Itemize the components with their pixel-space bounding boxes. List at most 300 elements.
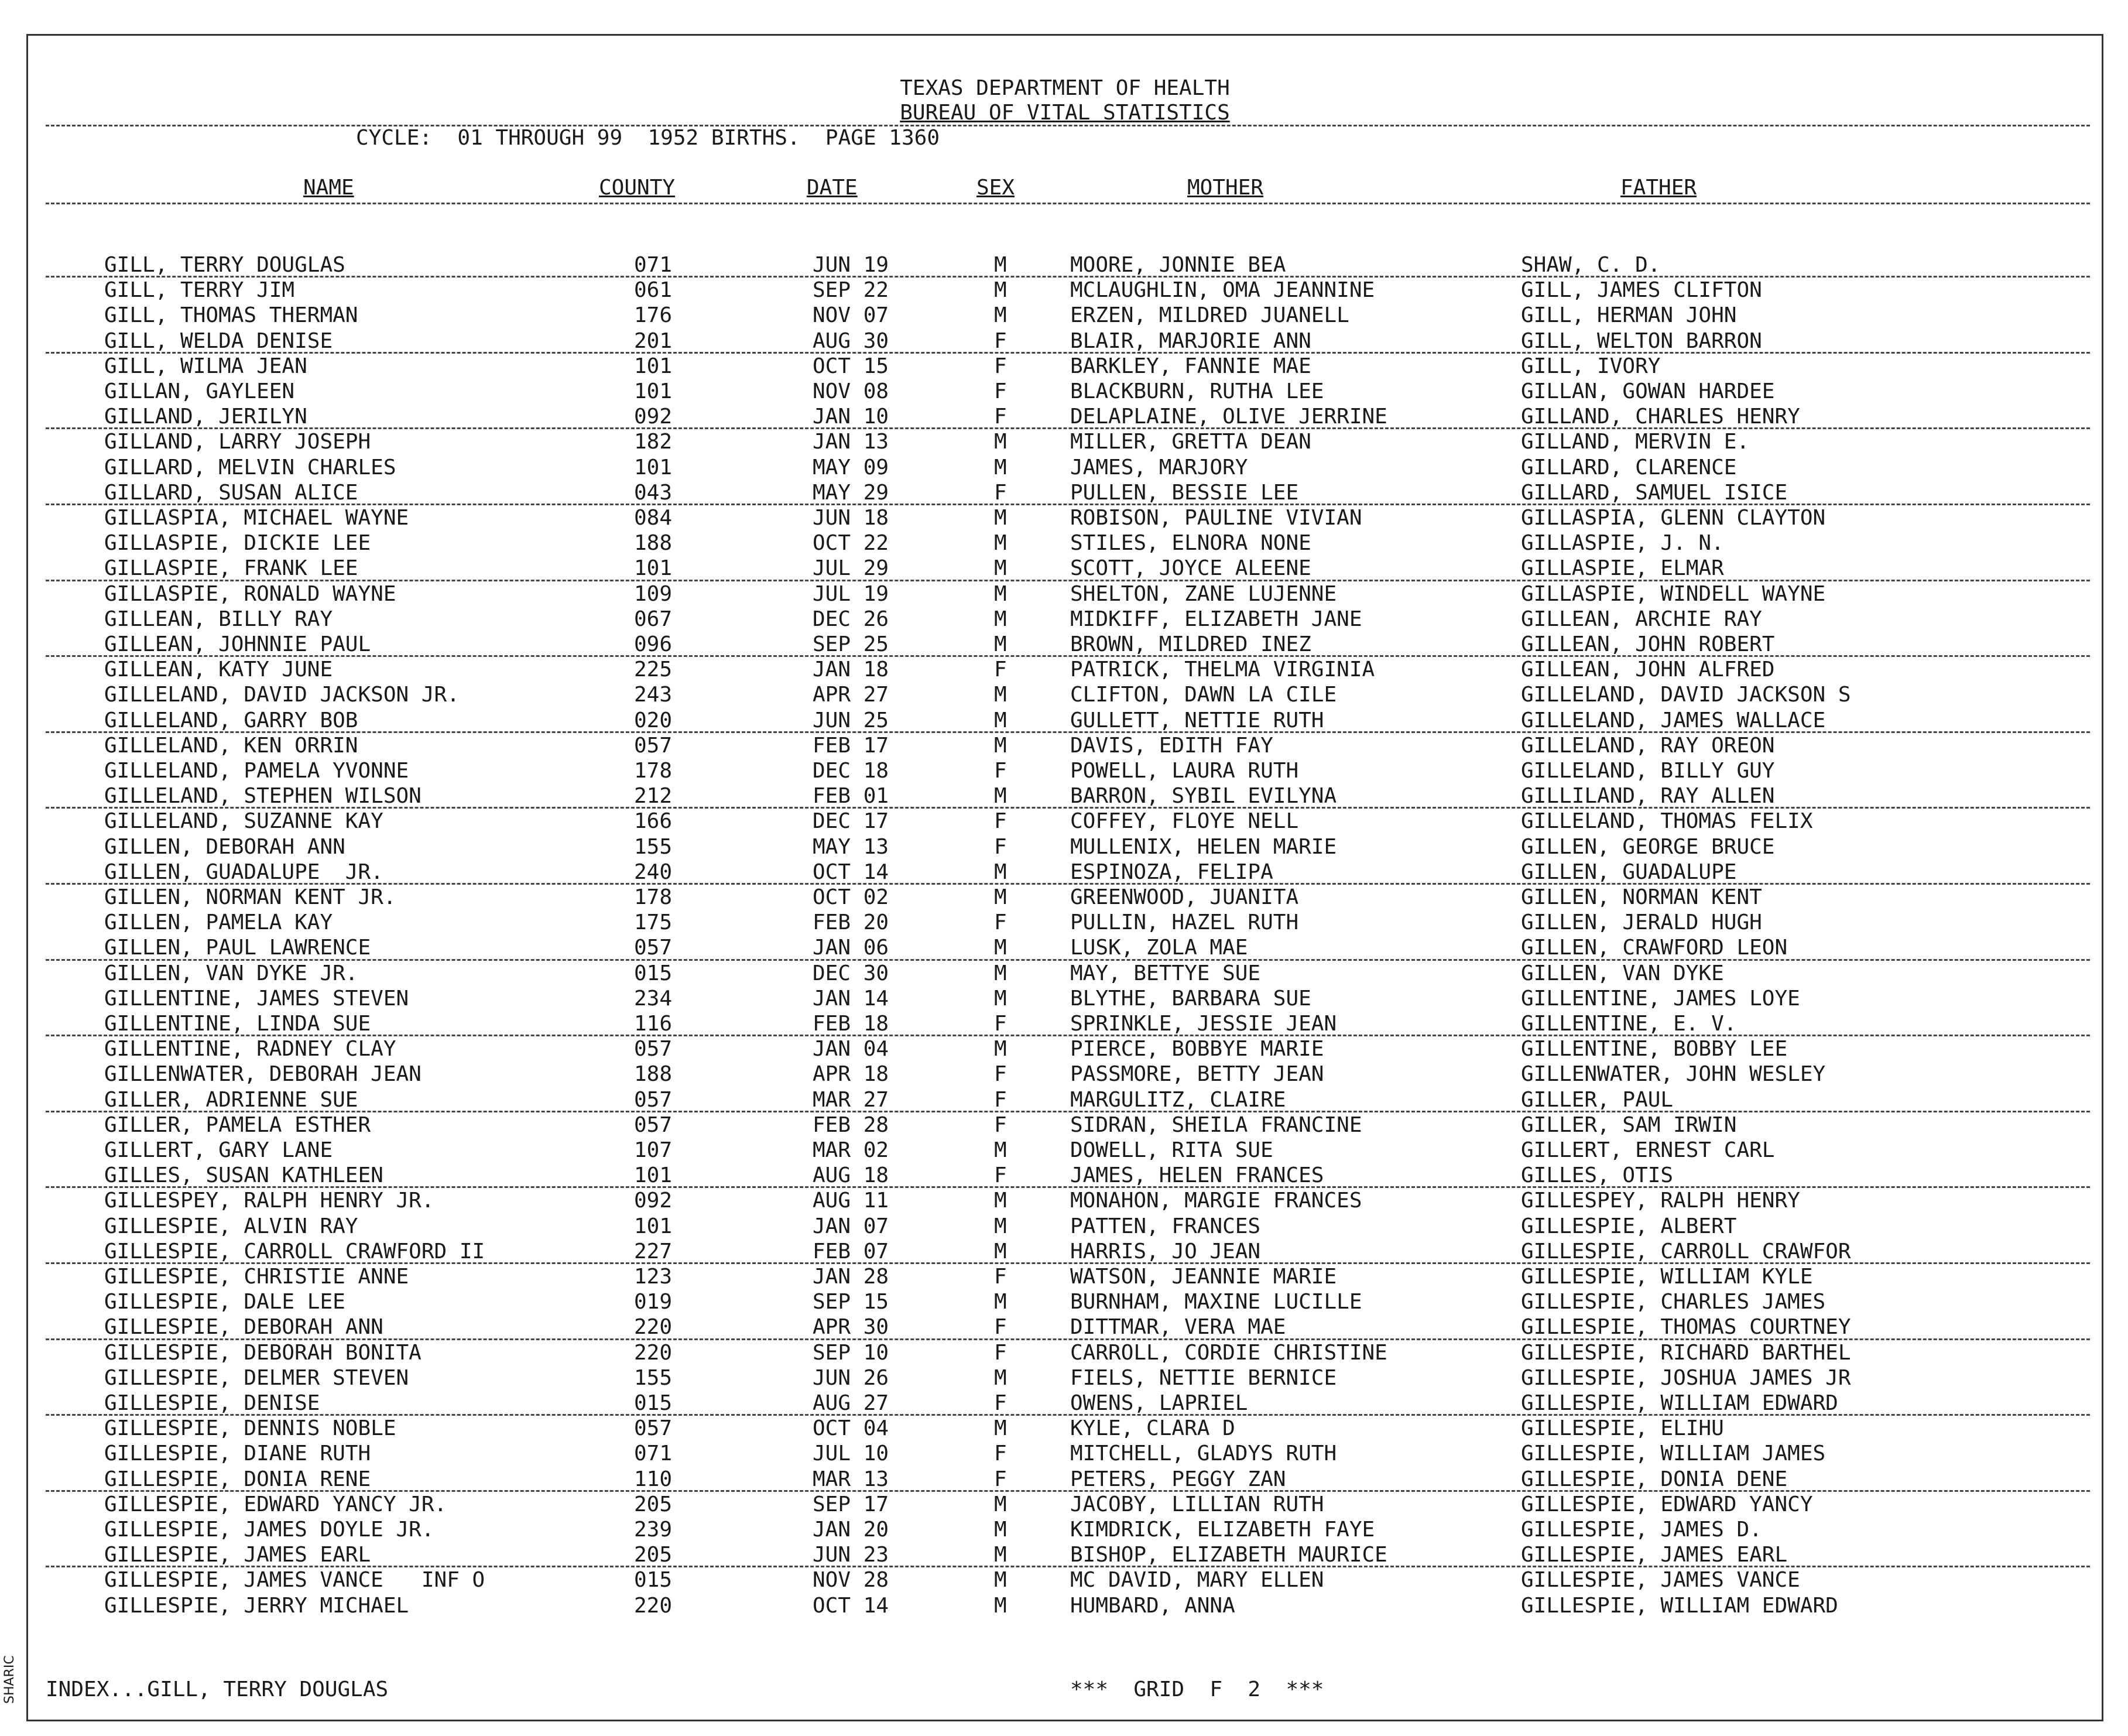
record-name: GILL, WELDA DENISE <box>104 328 333 353</box>
record-date: MAY 13 <box>813 834 889 859</box>
record-father: GILLESPIE, ELIHU <box>1521 1416 1724 1441</box>
record-name: GILLESPIE, CARROLL CRAWFORD II <box>104 1239 485 1264</box>
record-date: JAN 10 <box>813 405 889 429</box>
record-date: JUN 25 <box>813 708 889 732</box>
record-county: 220 <box>634 1315 673 1340</box>
record-date: AUG 11 <box>813 1189 889 1213</box>
record-date: APR 27 <box>813 683 889 707</box>
record-mother: KYLE, CLARA D <box>1070 1416 1235 1441</box>
record-row <box>28 885 2102 910</box>
column-header-mother: MOTHER <box>1187 176 1264 200</box>
record-father: GILLER, SAM IRWIN <box>1521 1112 1737 1137</box>
record-row <box>28 607 2102 632</box>
record-father: GILLELAND, DAVID JACKSON S <box>1521 683 1851 707</box>
column-header-date: DATE <box>807 176 858 200</box>
record-row <box>28 556 2102 581</box>
record-sex: M <box>994 986 1007 1011</box>
record-date: OCT 22 <box>813 531 889 556</box>
record-mother: MCLAUGHLIN, OMA JEANNINE <box>1070 278 1375 303</box>
record-county: 178 <box>634 885 673 909</box>
record-date: JAN 20 <box>813 1518 889 1542</box>
record-name: GILLAND, LARRY JOSEPH <box>104 430 371 454</box>
record-county: 188 <box>634 531 673 556</box>
record-father: GILLEAN, JOHN ROBERT <box>1521 632 1775 656</box>
record-mother: BURNHAM, MAXINE LUCILLE <box>1070 1290 1362 1314</box>
record-row <box>28 1416 2102 1441</box>
record-county: 201 <box>634 328 673 353</box>
document-page <box>26 34 2103 1721</box>
record-father: GILLEN, NORMAN KENT <box>1521 885 1762 909</box>
record-county: 043 <box>634 480 673 505</box>
record-mother: BLAIR, MARJORIE ANN <box>1070 328 1311 353</box>
record-mother: PATTEN, FRANCES <box>1070 1214 1261 1238</box>
record-row <box>28 354 2102 379</box>
record-row <box>28 1062 2102 1087</box>
record-father: GILLESPIE, WILLIAM EDWARD <box>1521 1593 1838 1618</box>
record-father: GILLEN, JERALD HUGH <box>1521 910 1762 935</box>
record-sex: M <box>994 253 1007 277</box>
record-mother: MARGULITZ, CLAIRE <box>1070 1087 1286 1112</box>
record-name: GILLARD, MELVIN CHARLES <box>104 455 396 480</box>
record-row <box>28 986 2102 1011</box>
record-name: GILLERT, GARY LANE <box>104 1138 333 1162</box>
record-row <box>28 733 2102 758</box>
record-mother: POWELL, LAURA RUTH <box>1070 759 1299 783</box>
record-sex: M <box>994 1593 1007 1618</box>
record-row <box>28 1214 2102 1239</box>
record-row <box>28 682 2102 707</box>
record-name: GILLAND, JERILYN <box>104 405 307 429</box>
record-row <box>28 379 2102 404</box>
record-row <box>28 1138 2102 1163</box>
record-date: JAN 13 <box>813 430 889 454</box>
record-name: GILLESPIE, DELMER STEVEN <box>104 1365 409 1390</box>
record-sex: F <box>994 759 1007 783</box>
record-county: 110 <box>634 1467 673 1491</box>
record-date: MAR 27 <box>813 1087 889 1112</box>
record-father: GILLESPIE, EDWARD YANCY <box>1521 1492 1813 1516</box>
record-date: OCT 02 <box>813 885 889 909</box>
record-row <box>28 1567 2102 1593</box>
record-mother: BARKLEY, FANNIE MAE <box>1070 354 1311 378</box>
record-sex: F <box>994 910 1007 935</box>
record-date: JAN 14 <box>813 986 889 1011</box>
record-father: GILLELAND, RAY OREON <box>1521 733 1775 758</box>
record-name: GILLESPIE, DONIA RENE <box>104 1467 371 1491</box>
record-date: SEP 17 <box>813 1492 889 1516</box>
record-county: 092 <box>634 405 673 429</box>
record-row <box>28 303 2102 328</box>
record-row <box>28 657 2102 682</box>
record-row <box>28 961 2102 986</box>
record-mother: PULLEN, BESSIE LEE <box>1070 480 1299 505</box>
record-father: GILLELAND, JAMES WALLACE <box>1521 708 1826 732</box>
record-name: GILLESPIE, JAMES VANCE INF O <box>104 1568 485 1593</box>
record-mother: PETERS, PEGGY ZAN <box>1070 1467 1286 1491</box>
record-row <box>28 530 2102 556</box>
record-county: 109 <box>634 581 673 606</box>
record-county: 057 <box>634 733 673 758</box>
record-mother: LUSK, ZOLA MAE <box>1070 936 1248 960</box>
record-sex: M <box>994 1239 1007 1264</box>
record-mother: DITTMAR, VERA MAE <box>1070 1315 1286 1340</box>
record-name: GILL, TERRY JIM <box>104 278 295 303</box>
record-mother: SCOTT, JOYCE ALEENE <box>1070 556 1311 581</box>
record-father: GILL, HERMAN JOHN <box>1521 303 1737 328</box>
record-county: 239 <box>634 1518 673 1542</box>
record-sex: M <box>994 708 1007 732</box>
record-county: 176 <box>634 303 673 328</box>
record-date: MAR 13 <box>813 1467 889 1491</box>
record-sex: F <box>994 1012 1007 1036</box>
record-row <box>28 1542 2102 1567</box>
record-name: GILLEN, PAMELA KAY <box>104 910 333 935</box>
record-date: JUL 19 <box>813 581 889 606</box>
record-sex: M <box>994 556 1007 581</box>
record-name: GILLEN, PAUL LAWRENCE <box>104 936 371 960</box>
record-mother: MOORE, JONNIE BEA <box>1070 253 1286 277</box>
record-mother: GULLETT, NETTIE RUTH <box>1070 708 1324 732</box>
record-sex: M <box>994 885 1007 909</box>
record-father: GILLESPIE, THOMAS COURTNEY <box>1521 1315 1851 1340</box>
record-sex: F <box>994 1112 1007 1137</box>
record-sex: F <box>994 405 1007 429</box>
record-mother: MULLENIX, HELEN MARIE <box>1070 834 1337 859</box>
column-header-divider <box>46 203 2090 204</box>
record-sex: F <box>994 1467 1007 1491</box>
record-mother: FIELS, NETTIE BERNICE <box>1070 1365 1337 1390</box>
record-father: GILLESPEY, RALPH HENRY <box>1521 1189 1800 1213</box>
record-name: GILLELAND, SUZANNE KAY <box>104 809 383 834</box>
record-county: 096 <box>634 632 673 656</box>
record-date: FEB 20 <box>813 910 889 935</box>
record-county: 101 <box>634 354 673 378</box>
record-row <box>28 1239 2102 1264</box>
record-date: JAN 28 <box>813 1265 889 1289</box>
record-father: GILLEN, GEORGE BRUCE <box>1521 834 1775 859</box>
record-mother: BLYTHE, BARBARA SUE <box>1070 986 1311 1011</box>
record-county: 057 <box>634 1037 673 1062</box>
record-county: 057 <box>634 1112 673 1137</box>
record-row <box>28 1492 2102 1517</box>
record-sex: M <box>994 1416 1007 1441</box>
record-row <box>28 1391 2102 1416</box>
record-county: 015 <box>634 1568 673 1593</box>
record-father: GILLENTINE, E. V. <box>1521 1012 1737 1036</box>
record-father: GILL, WELTON BARRON <box>1521 328 1762 353</box>
record-mother: BISHOP, ELIZABETH MAURICE <box>1070 1543 1387 1567</box>
record-mother: JAMES, HELEN FRANCES <box>1070 1163 1324 1188</box>
record-father: GILL, IVORY <box>1521 354 1661 378</box>
record-mother: SPRINKLE, JESSIE JEAN <box>1070 1012 1337 1036</box>
record-sex: M <box>994 683 1007 707</box>
record-father: GILL, JAMES CLIFTON <box>1521 278 1762 303</box>
record-sex: M <box>994 1518 1007 1542</box>
record-sex: F <box>994 658 1007 682</box>
record-date: FEB 17 <box>813 733 889 758</box>
record-name: GILLESPIE, ALVIN RAY <box>104 1214 358 1238</box>
record-father: GILLARD, CLARENCE <box>1521 455 1737 480</box>
record-name: GILLESPIE, JAMES EARL <box>104 1543 371 1567</box>
record-county: 057 <box>634 936 673 960</box>
record-county: 019 <box>634 1290 673 1314</box>
record-name: GILLESPIE, CHRISTIE ANNE <box>104 1265 409 1289</box>
grid-footer: *** GRID F 2 *** <box>1070 1677 1324 1701</box>
record-mother: HARRIS, JO JEAN <box>1070 1239 1261 1264</box>
record-sex: M <box>994 581 1007 606</box>
record-name: GILL, TERRY DOUGLAS <box>104 253 345 277</box>
record-name: GILLEN, VAN DYKE JR. <box>104 961 358 985</box>
record-row <box>28 1188 2102 1213</box>
column-header-sex: SEX <box>976 176 1015 200</box>
record-father: GILLILAND, RAY ALLEN <box>1521 784 1775 809</box>
record-row <box>28 860 2102 885</box>
record-row <box>28 1517 2102 1542</box>
record-sex: M <box>994 784 1007 809</box>
record-date: DEC 18 <box>813 759 889 783</box>
record-date: MAY 09 <box>813 455 889 480</box>
record-sex: F <box>994 328 1007 353</box>
record-sex: M <box>994 733 1007 758</box>
record-county: 220 <box>634 1340 673 1365</box>
record-name: GILLELAND, KEN ORRIN <box>104 733 358 758</box>
record-county: 225 <box>634 658 673 682</box>
record-sex: F <box>994 480 1007 505</box>
column-header-name: NAME <box>303 176 354 200</box>
record-date: JUN 23 <box>813 1543 889 1567</box>
record-county: 015 <box>634 961 673 985</box>
record-row <box>28 328 2102 354</box>
record-date: DEC 17 <box>813 809 889 834</box>
record-father: GILLESPIE, WILLIAM KYLE <box>1521 1265 1813 1289</box>
record-mother: ESPINOZA, FELIPA <box>1070 860 1273 884</box>
record-mother: PASSMORE, BETTY JEAN <box>1070 1062 1324 1087</box>
record-sex: M <box>994 1189 1007 1213</box>
record-father: GILLES, OTIS <box>1521 1163 1674 1188</box>
record-mother: BROWN, MILDRED INEZ <box>1070 632 1311 656</box>
record-father: GILLENTINE, BOBBY LEE <box>1521 1037 1788 1062</box>
record-name: GILLESPIE, DENISE <box>104 1391 320 1415</box>
record-date: MAR 02 <box>813 1138 889 1162</box>
record-name: GILLEAN, BILLY RAY <box>104 607 333 631</box>
record-father: GILLESPIE, JAMES D. <box>1521 1518 1762 1542</box>
record-mother: MAY, BETTYE SUE <box>1070 961 1261 985</box>
record-row <box>28 1163 2102 1188</box>
record-date: JUN 18 <box>813 506 889 530</box>
record-row <box>28 1467 2102 1492</box>
record-sex: M <box>994 1290 1007 1314</box>
record-mother: HUMBARD, ANNA <box>1070 1593 1235 1618</box>
record-sex: F <box>994 1163 1007 1188</box>
record-sex: F <box>994 379 1007 403</box>
record-father: GILLAND, CHARLES HENRY <box>1521 405 1800 429</box>
record-father: GILLASPIE, ELMAR <box>1521 556 1724 581</box>
record-date: SEP 10 <box>813 1340 889 1365</box>
record-name: GILLESPIE, DEBORAH BONITA <box>104 1340 422 1365</box>
record-father: GILLER, PAUL <box>1521 1087 1674 1112</box>
record-county: 101 <box>634 556 673 581</box>
record-sex: F <box>994 1340 1007 1365</box>
record-date: SEP 25 <box>813 632 889 656</box>
record-father: GILLESPIE, DONIA DENE <box>1521 1467 1788 1491</box>
record-mother: COFFEY, FLOYE NELL <box>1070 809 1299 834</box>
record-mother: CLIFTON, DAWN LA CILE <box>1070 683 1337 707</box>
record-county: 107 <box>634 1138 673 1162</box>
record-county: 166 <box>634 809 673 834</box>
record-sex: F <box>994 1391 1007 1415</box>
record-date: SEP 15 <box>813 1290 889 1314</box>
record-sex: M <box>994 430 1007 454</box>
record-county: 071 <box>634 253 673 277</box>
record-sex: M <box>994 1543 1007 1567</box>
record-sex: F <box>994 1087 1007 1112</box>
record-date: JAN 06 <box>813 936 889 960</box>
record-date: OCT 14 <box>813 860 889 884</box>
record-county: 243 <box>634 683 673 707</box>
record-father: SHAW, C. D. <box>1521 253 1661 277</box>
record-row <box>28 632 2102 657</box>
record-sex: M <box>994 1365 1007 1390</box>
record-county: 101 <box>634 455 673 480</box>
record-name: GILLASPIA, MICHAEL WAYNE <box>104 506 409 530</box>
record-date: FEB 28 <box>813 1112 889 1137</box>
record-name: GILLER, PAMELA ESTHER <box>104 1112 371 1137</box>
record-date: DEC 30 <box>813 961 889 985</box>
record-county: 116 <box>634 1012 673 1036</box>
record-row <box>28 1289 2102 1314</box>
record-county: 071 <box>634 1441 673 1466</box>
record-county: 084 <box>634 506 673 530</box>
record-sex: F <box>994 1265 1007 1289</box>
record-date: FEB 18 <box>813 1012 889 1036</box>
record-name: GILLELAND, GARRY BOB <box>104 708 358 732</box>
record-row <box>28 1036 2102 1062</box>
record-father: GILLASPIE, J. N. <box>1521 531 1724 556</box>
department-title: TEXAS DEPARTMENT OF HEALTH <box>900 76 1230 100</box>
record-date: APR 18 <box>813 1062 889 1087</box>
record-father: GILLEAN, ARCHIE RAY <box>1521 607 1762 631</box>
record-father: GILLESPIE, JAMES VANCE <box>1521 1568 1800 1593</box>
column-header-father: FATHER <box>1620 176 1697 200</box>
record-county: 155 <box>634 834 673 859</box>
record-row <box>28 783 2102 809</box>
record-mother: MILLER, GRETTA DEAN <box>1070 430 1311 454</box>
record-date: OCT 04 <box>813 1416 889 1441</box>
record-county: 175 <box>634 910 673 935</box>
record-date: OCT 14 <box>813 1593 889 1618</box>
record-sex: M <box>994 1214 1007 1238</box>
record-name: GILLER, ADRIENNE SUE <box>104 1087 358 1112</box>
record-row <box>28 404 2102 429</box>
record-sex: M <box>994 1492 1007 1516</box>
record-name: GILLEN, NORMAN KENT JR. <box>104 885 396 909</box>
record-father: GILLAND, MERVIN E. <box>1521 430 1750 454</box>
record-mother: JAMES, MARJORY <box>1070 455 1248 480</box>
record-father: GILLASPIA, GLENN CLAYTON <box>1521 506 1826 530</box>
record-mother: MC DAVID, MARY ELLEN <box>1070 1568 1324 1593</box>
record-name: GILLEN, DEBORAH ANN <box>104 834 345 859</box>
record-name: GILL, THOMAS THERMAN <box>104 303 358 328</box>
record-mother: BARRON, SYBIL EVILYNA <box>1070 784 1337 809</box>
record-row <box>28 1441 2102 1466</box>
record-mother: DAVIS, EDITH FAY <box>1070 733 1273 758</box>
side-label: SHARIC <box>2 1655 17 1704</box>
record-row <box>28 935 2102 960</box>
record-date: NOV 28 <box>813 1568 889 1593</box>
record-date: FEB 07 <box>813 1239 889 1264</box>
record-county: 182 <box>634 430 673 454</box>
record-date: JAN 18 <box>813 658 889 682</box>
record-father: GILLELAND, BILLY GUY <box>1521 759 1775 783</box>
record-sex: M <box>994 531 1007 556</box>
record-row <box>28 480 2102 505</box>
record-date: JAN 07 <box>813 1214 889 1238</box>
record-father: GILLENWATER, JOHN WESLEY <box>1521 1062 1826 1087</box>
record-county: 101 <box>634 1214 673 1238</box>
record-date: NOV 07 <box>813 303 889 328</box>
record-date: JUN 19 <box>813 253 889 277</box>
record-father: GILLELAND, THOMAS FELIX <box>1521 809 1813 834</box>
record-mother: SHELTON, ZANE LUJENNE <box>1070 581 1337 606</box>
record-county: 205 <box>634 1492 673 1516</box>
record-sex: M <box>994 278 1007 303</box>
record-date: SEP 22 <box>813 278 889 303</box>
column-header-county: COUNTY <box>599 176 676 200</box>
record-mother: STILES, ELNORA NONE <box>1070 531 1311 556</box>
record-father: GILLERT, ERNEST CARL <box>1521 1138 1775 1162</box>
record-row <box>28 1365 2102 1391</box>
record-date: DEC 26 <box>813 607 889 631</box>
record-date: FEB 01 <box>813 784 889 809</box>
record-father: GILLESPIE, RICHARD BARTHEL <box>1521 1340 1851 1365</box>
record-mother: ROBISON, PAULINE VIVIAN <box>1070 506 1362 530</box>
record-county: 227 <box>634 1239 673 1264</box>
record-mother: SIDRAN, SHEILA FRANCINE <box>1070 1112 1362 1137</box>
record-name: GILLEN, GUADALUPE JR. <box>104 860 383 884</box>
record-row <box>28 1011 2102 1036</box>
record-row <box>28 910 2102 935</box>
record-name: GILLELAND, DAVID JACKSON JR. <box>104 683 460 707</box>
record-name: GILLARD, SUSAN ALICE <box>104 480 358 505</box>
record-date: OCT 15 <box>813 354 889 378</box>
record-name: GILLEAN, JOHNNIE PAUL <box>104 632 371 656</box>
index-footer: INDEX...GILL, TERRY DOUGLAS <box>46 1677 389 1701</box>
record-sex: F <box>994 809 1007 834</box>
record-name: GILLENTINE, RADNEY CLAY <box>104 1037 396 1062</box>
record-father: GILLESPIE, ALBERT <box>1521 1214 1737 1238</box>
record-mother: BLACKBURN, RUTHA LEE <box>1070 379 1324 403</box>
record-county: 234 <box>634 986 673 1011</box>
record-father: GILLEN, VAN DYKE <box>1521 961 1724 985</box>
record-father: GILLAN, GOWAN HARDEE <box>1521 379 1775 403</box>
record-name: GILLELAND, STEPHEN WILSON <box>104 784 422 809</box>
record-date: APR 30 <box>813 1315 889 1340</box>
record-name: GILLESPIE, DALE LEE <box>104 1290 345 1314</box>
record-county: 020 <box>634 708 673 732</box>
record-mother: CARROLL, CORDIE CHRISTINE <box>1070 1340 1387 1365</box>
record-mother: KIMDRICK, ELIZABETH FAYE <box>1070 1518 1375 1542</box>
record-county: 057 <box>634 1416 673 1441</box>
record-father: GILLESPIE, WILLIAM JAMES <box>1521 1441 1826 1466</box>
record-row <box>28 834 2102 860</box>
record-father: GILLESPIE, JOSHUA JAMES JR <box>1521 1365 1851 1390</box>
cycle-line: CYCLE: 01 THROUGH 99 1952 BIRTHS. PAGE 1360 <box>356 126 940 150</box>
record-name: GILLASPIE, FRANK LEE <box>104 556 358 581</box>
record-row <box>28 1087 2102 1112</box>
record-mother: MONAHON, MARGIE FRANCES <box>1070 1189 1362 1213</box>
record-date: JUL 29 <box>813 556 889 581</box>
record-name: GILLENWATER, DEBORAH JEAN <box>104 1062 422 1087</box>
